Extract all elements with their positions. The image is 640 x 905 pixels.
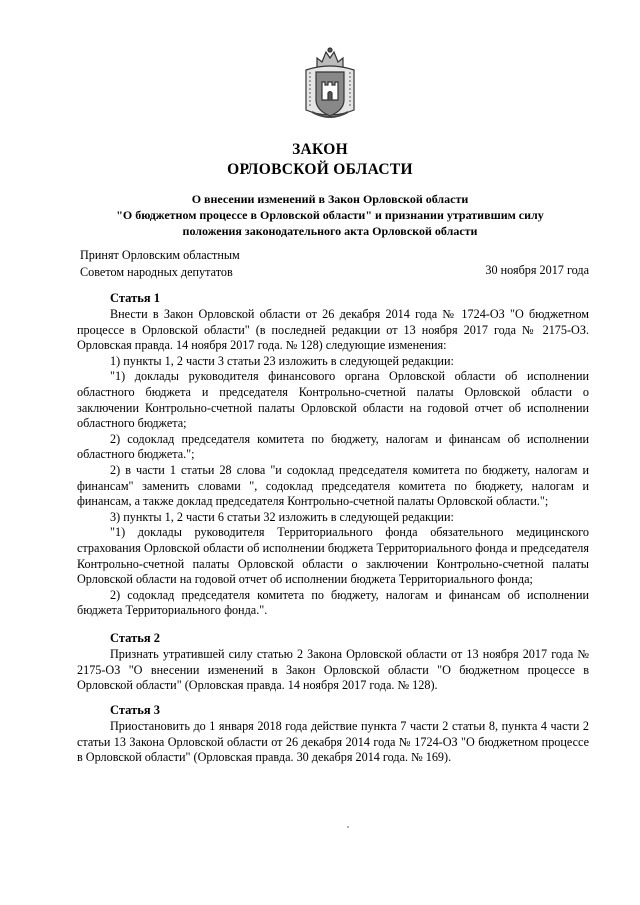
- article-1-body: [77, 307, 589, 619]
- scan-speck: [347, 826, 349, 828]
- article-paragraph: 1) пункты 1, 2 части 3 статьи 23 изложить в следующей редакции:: [110, 353, 454, 368]
- law-subtitle-line3: положения законодательного акта Орловской области: [182, 224, 478, 238]
- article-paragraph: 2) в части 1 статьи 28 слова "и содоклад председателя комитета по бюджету, налогам и финансам" заменить словами ", содоклад председателя комитета по бюджету, налогам и финансам, а также доклад председателя Контрольно-счетной палаты Орловской области.";: [77, 462, 589, 509]
- article-1-heading: Статья 1: [110, 291, 160, 305]
- article-2-heading: Статья 2: [110, 631, 160, 645]
- article-2-body: [77, 647, 589, 694]
- adoption-line1: Принят Орловским областным: [80, 248, 240, 262]
- article-paragraph: "1) доклады руководителя Территориального фонда обязательного медицинского страхования Орловской области об исполнении бюджета Территориального фонда и председателя Контрольно-счетной палаты Орловской области о заключении Контрольно-счетной палаты Орловской области на годовой отчет об исполнении бюджета Территориального фонда;: [77, 525, 589, 587]
- article-paragraph: 2) содоклад председателя комитета по бюджету, налогам и финансам об исполнении областного бюджета.";: [77, 431, 589, 462]
- article-3-body: [77, 719, 589, 766]
- law-title-line1: ЗАКОН: [292, 141, 348, 158]
- article-paragraph: Приостановить до 1 января 2018 года действие пункта 7 части 2 статьи 8, пункта 4 части 2 статьи 13 Закона Орловской области от 26 декабря 2014 года № 1724-ОЗ "О бюджетном процессе в Орловской области" (Орловская правда. 30 декабря 2014 года. № 169).: [77, 719, 589, 765]
- law-subtitle-line1: О внесении изменений в Закон Орловской области: [191, 192, 469, 206]
- article-3-heading: Статья 3: [110, 703, 160, 717]
- article-paragraph: Признать утратившей силу статью 2 Закона Орловской области от 13 ноября 2017 года № 2175-ОЗ "О внесении изменений в Закон Орловской области "О бюджетном процессе в Орловской области" (Орловская правда. 14 ноября 2017 года. № 128).: [77, 647, 589, 693]
- adoption-statement: [80, 247, 240, 280]
- adoption-date: 30 ноября 2017 года: [485, 263, 589, 277]
- article-paragraph: Внести в Закон Орловской области от 26 декабря 2014 года № 1724-ОЗ "О бюджетном процессе в Орловской области" (в последней редакции от 13 ноября 2017 года № 2175-ОЗ. Орловская правда. 14 ноября 2017 года. № 128) следующие изменения:: [77, 307, 589, 353]
- article-paragraph: 3) пункты 1, 2 части 6 статьи 32 изложить в следующей редакции:: [110, 509, 454, 524]
- article-paragraph: "1) доклады руководителя финансового органа Орловской области об исполнении областного бюджета и председателя Контрольно-счетной палаты Орловской области о заключении Контрольно-счетной палаты Орловской области на годовой отчет об исполнении областного бюджета;: [77, 369, 589, 431]
- coat-of-arms-icon: [300, 46, 360, 124]
- law-title-line2: ОРЛОВСКОЙ ОБЛАСТИ: [227, 161, 413, 178]
- adoption-line2: Советом народных депутатов: [80, 264, 233, 279]
- law-subtitle-line2: "О бюджетном процессе в Орловской области" и признании утратившим силу: [116, 208, 544, 222]
- article-paragraph: 2) содоклад председателя комитета по бюджету, налогам и финансам об исполнении бюджета Территориального фонда.".: [77, 587, 589, 618]
